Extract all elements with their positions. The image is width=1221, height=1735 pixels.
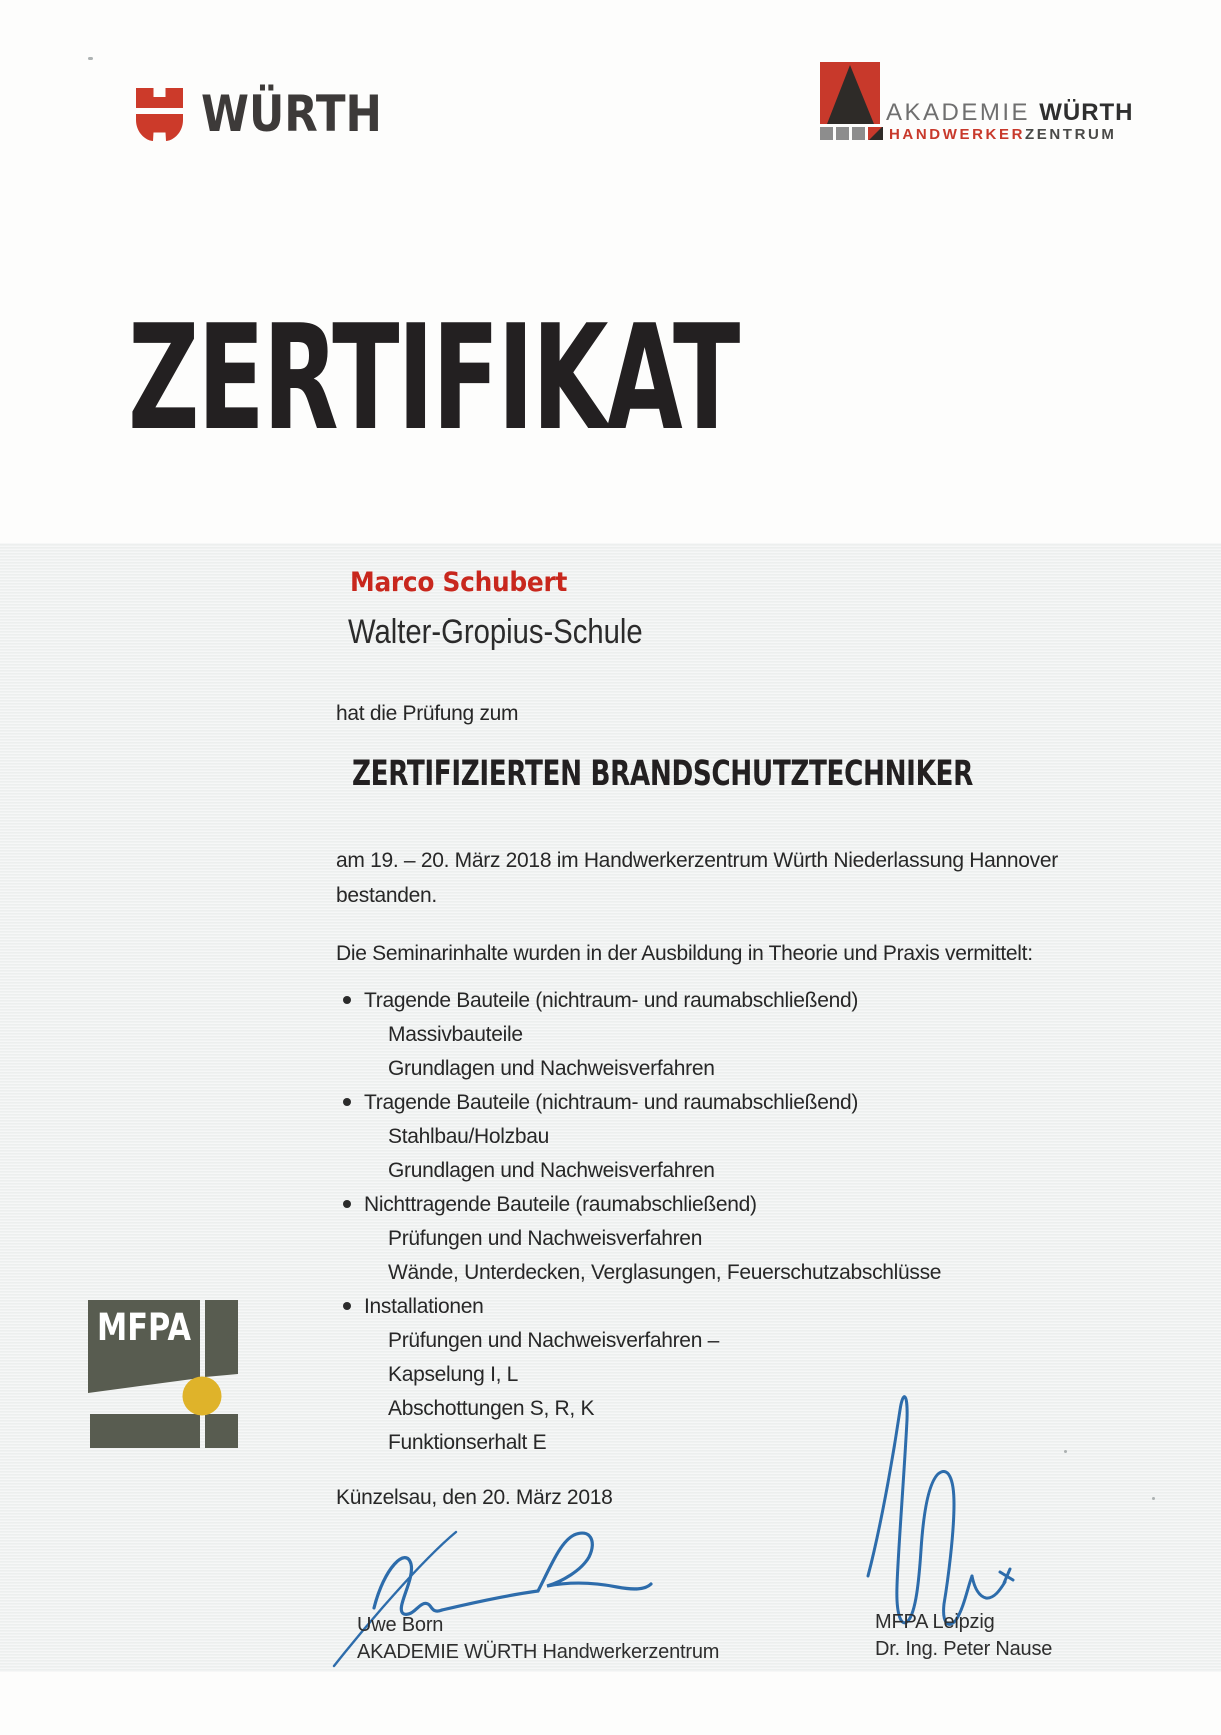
akademie-wuerth-label: WÜRTH [1039,99,1134,126]
topic-title-text: Installationen [364,1295,484,1318]
topic-title-text: Tragende Bauteile (nichtraum- und raumabschließend) [364,989,859,1012]
mfpa-wordmark: MFPA [97,1306,192,1349]
akademie-triangle-icon [820,62,880,124]
topic-detail: Wände, Unterdecken, Verglasungen, Feuerschutzabschlüsse [388,1261,942,1284]
topic-title [336,1290,941,1324]
topic-detail: Grundlagen und Nachweisverfahren [388,1159,715,1182]
topic-title [336,1086,941,1120]
right-signatory-name: Dr. Ing. Peter Nause [875,1638,1053,1660]
recipient-name: Marco Schubert [350,567,568,598]
wuerth-wordmark: WÜRTH [201,85,382,143]
mfpa-logo [88,1296,238,1450]
topic-title [336,1188,941,1222]
akademie-logo-line2 [889,126,1117,143]
scan-speck [1064,1450,1067,1453]
akademie-logo-line1 [886,99,1134,127]
akademie-logo-squares-row [820,127,883,142]
wuerth-logo [136,85,409,143]
exam-paragraph [336,843,1058,913]
gray-square-icon [852,127,865,140]
scan-speck [1152,1497,1155,1500]
intro-line: hat die Prüfung zum [336,702,519,725]
left-signatory-org: AKADEMIE WÜRTH Handwerkerzentrum [357,1641,720,1663]
topic-detail: Kapselung I, L [388,1363,519,1386]
place-date-line: Künzelsau, den 20. März 2018 [336,1486,613,1509]
wuerth-screwhead-icon [136,88,183,141]
topic-title [336,984,941,1018]
exam-line-1: am 19. – 20. März 2018 im Handwerkerzentrum Würth Niederlassung Hannover [336,849,1058,872]
mfpa-yellow-dot-icon [183,1377,222,1416]
bullet-icon [343,1200,351,1208]
akademie-logo-square [820,62,880,124]
topic-detail: Funktionserhalt E [388,1431,547,1454]
seminar-intro-line: Die Seminarinhalte wurden in der Ausbildung in Theorie und Praxis vermittelt: [336,942,1033,965]
topic-detail: Grundlagen und Nachweisverfahren [388,1057,715,1080]
gray-square-icon [836,127,849,140]
certificate-title: ZERTIFIKAT [128,294,739,463]
bullet-icon [343,1098,351,1106]
qualification-title: ZERTIFIZIERTEN BRANDSCHUTZTECHNIKER [352,754,973,794]
topic-detail: Massivbauteile [388,1023,523,1046]
topic-detail: Abschottungen S, R, K [388,1397,595,1420]
recipient-school: Walter-Gropius-Schule [348,613,643,651]
right-signature-block [875,1609,1052,1663]
bullet-icon [343,1302,351,1310]
topic-detail: Prüfungen und Nachweisverfahren [388,1227,703,1250]
right-signatory-org: MFPA Leipzig [875,1611,995,1633]
topic-title-text: Nichttragende Bauteile (raumabschließend) [364,1193,757,1216]
topic-title-text: Tragende Bauteile (nichtraum- und raumabschließend) [364,1091,859,1114]
left-signatory-name: Uwe Born [357,1614,444,1636]
topic-detail: Prüfungen und Nachweisverfahren – [388,1329,719,1352]
exam-line-2: bestanden. [336,884,437,907]
topic-detail: Stahlbau/Holzbau [388,1125,549,1148]
red-black-diagonal-square-icon [868,127,883,140]
handwerker-label: HANDWERKER [889,126,1025,143]
zentrum-label: ZENTRUM [1025,126,1117,143]
scan-speck [88,57,93,60]
gray-square-icon [820,127,833,140]
left-signature-block [357,1612,719,1666]
akademie-label: AKADEMIE [886,99,1031,126]
bullet-icon [343,996,351,1004]
